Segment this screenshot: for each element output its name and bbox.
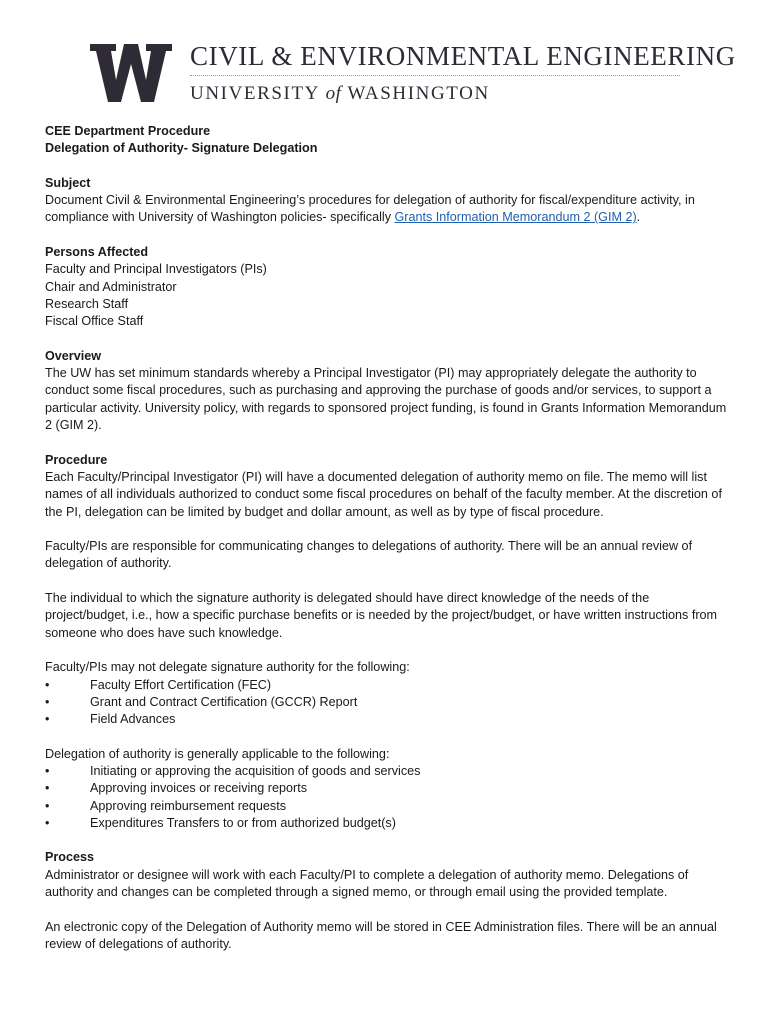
bullet: •: [45, 763, 50, 778]
list-item: [45, 815, 730, 832]
header-divider: [190, 75, 680, 76]
procedure-paragraph-2: Faculty/PIs are responsible for communicating changes to delegations of authority. There will be an annual review of delegation of authority.: [45, 539, 693, 571]
subject-text-before: Document Civil & Environmental Engineering’s procedures for delegation of authority for fiscal/expenditure activity, in compliance with University of Washington policies- specifically: [45, 193, 695, 225]
process-paragraph-2: An electronic copy of the Delegation of Authority memo will be stored in CEE Administration files. There will be an annual review of delegations of authority.: [45, 919, 717, 951]
process-heading: Process: [45, 850, 95, 865]
list-item: [45, 677, 730, 694]
procedure-paragraph-3: The individual to which the signature authority is delegated should have direct knowledge of the needs of the project/budget, i.e., how a specific purchase benefits or is needed by the project/budget, or have written instructions from someone who does have such knowledge.: [45, 591, 718, 640]
bullet: •: [45, 798, 50, 813]
not-delegate-intro: Faculty/PIs may not delegate signature authority for the following:: [45, 660, 410, 675]
procedure-heading: Procedure: [45, 452, 108, 467]
document-body: [45, 123, 730, 953]
subject-heading: Subject: [45, 175, 91, 190]
overview-heading: Overview: [45, 348, 102, 363]
persons-heading: Persons Affected: [45, 245, 149, 260]
list-item-text: Field Advances: [90, 712, 176, 727]
persons-item: Faculty and Principal Investigators (PIs): [45, 262, 267, 277]
uw-w-logo: [90, 44, 172, 102]
letterhead: [90, 40, 736, 120]
procedure-paragraph-1: Each Faculty/Principal Investigator (PI) will have a documented delegation of authority memo on file. The memo will list names of all individuals authorized to conduct some fiscal procedures on behalf of the faculty member. At the discretion of the PI, delegation can be limited by budget and dollar amount, as well as by type of fiscal procedure.: [45, 469, 722, 519]
doc-title-line2: Delegation of Authority- Signature Delegation: [45, 141, 318, 156]
subject-text: [45, 192, 730, 227]
doc-title-line1: CEE Department Procedure: [45, 124, 211, 138]
persons-item: Research Staff: [45, 296, 129, 311]
list-item-text: Faculty Effort Certification (FEC): [90, 677, 272, 692]
list-item-text: Approving reimbursement requests: [90, 798, 286, 813]
bullet: •: [45, 712, 50, 727]
list-item: [45, 694, 730, 711]
university-of: of: [325, 83, 342, 104]
washington-word: WASHINGTON: [347, 83, 490, 104]
bullet: •: [45, 781, 50, 796]
university-word: UNIVERSITY: [190, 83, 320, 104]
bullet: •: [45, 694, 50, 709]
list-item: [45, 798, 730, 815]
bullet: •: [45, 677, 50, 692]
list-item: [45, 780, 730, 797]
process-paragraph-1: Administrator or designee will work with each Faculty/PI to complete a delegation of authority memo. Delegations of authority and changes can be completed through a signed memo, or through email using the provided template.: [45, 867, 689, 900]
list-item-text: Expenditures Transfers to or from authorized budget(s): [90, 815, 396, 830]
applicable-list: [45, 763, 730, 832]
gim2-link[interactable]: Grants Information Memorandum 2 (GIM 2): [394, 210, 637, 225]
list-item-text: Approving invoices or receiving reports: [90, 781, 307, 796]
list-item-text: Initiating or approving the acquisition of goods and services: [90, 763, 421, 778]
list-item: [45, 711, 730, 728]
applicable-intro: Delegation of authority is generally applicable to the following:: [45, 746, 390, 761]
university-name: [190, 83, 680, 105]
letterhead-text: [190, 40, 736, 105]
bullet: •: [45, 815, 50, 830]
overview-text: The UW has set minimum standards whereby a Principal Investigator (PI) may appropriately delegate the authority to conduct some fiscal procedures, such as purchasing and approving the purchase of goods and/or services, to support a particular activity. University policy, with regards to sponsored project funding, is found in Grants Information Memorandum 2 (GIM 2).: [45, 366, 727, 433]
persons-item: Chair and Administrator: [45, 279, 177, 294]
persons-item: Fiscal Office Staff: [45, 314, 144, 329]
department-name: CIVIL & ENVIRONMENTAL ENGINEERING: [190, 41, 736, 71]
subject-text-after: .: [636, 210, 641, 225]
list-item: [45, 763, 730, 780]
list-item-text: Grant and Contract Certification (GCCR) Report: [90, 694, 358, 709]
not-delegate-list: [45, 677, 730, 729]
